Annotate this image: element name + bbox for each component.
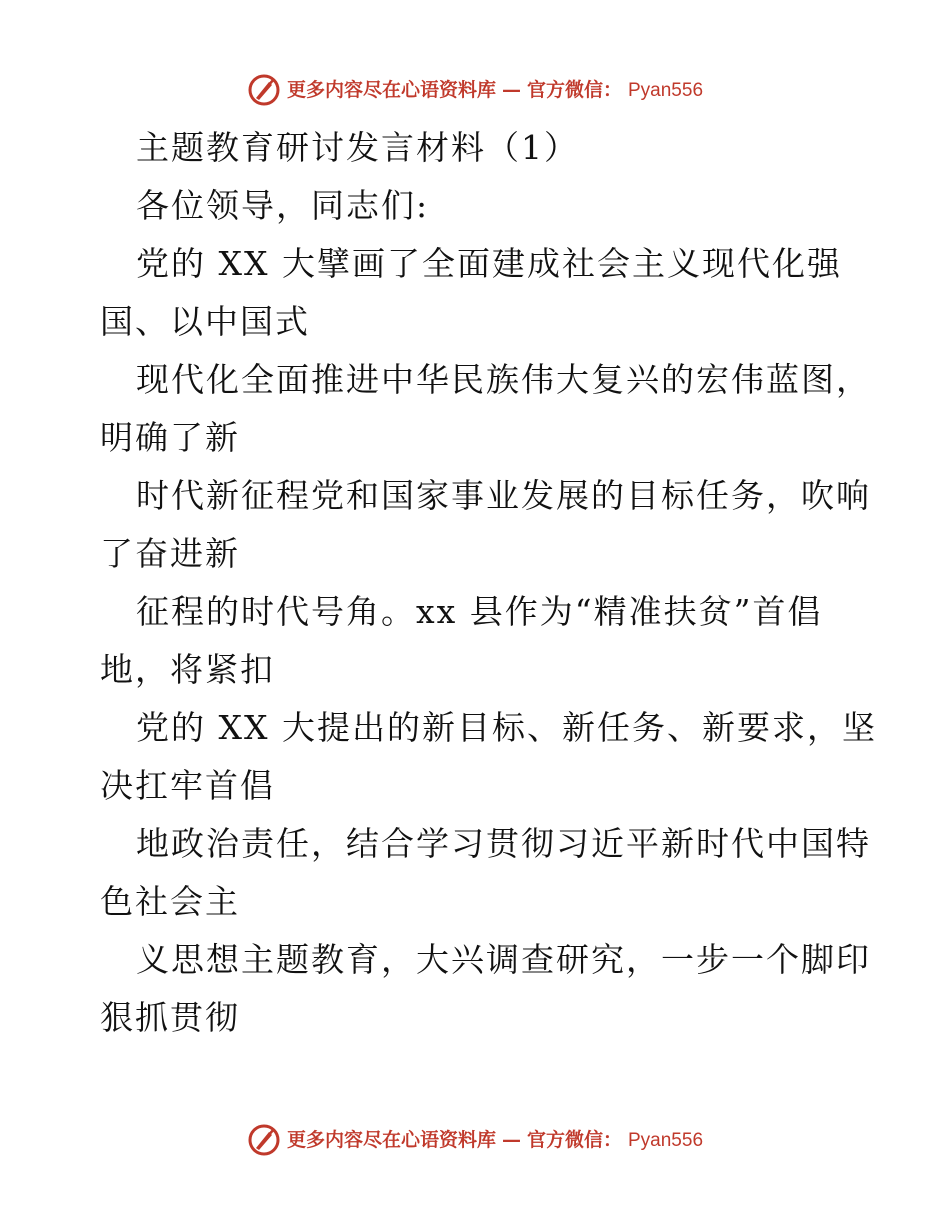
footer-banner — [0, 1120, 950, 1160]
paragraph-line: 国、以中国式 — [100, 302, 310, 341]
paragraph-line: 党的 XX 大擘画了全面建成社会主义现代化强 — [136, 244, 842, 283]
paragraph-line: 义思想主题教育，大兴调查研究，一步一个脚印 — [136, 940, 871, 979]
paragraph-line: 现代化全面推进中华民族伟大复兴的宏伟蓝图， — [136, 360, 871, 399]
header-wechat-label: 官方微信： — [526, 78, 622, 101]
header-banner — [0, 70, 950, 110]
paragraph-line: 狠抓贯彻 — [100, 998, 240, 1037]
paragraph-line: 决扛牢首倡 — [100, 766, 275, 805]
quill-logo-icon — [247, 1123, 281, 1157]
paragraph-line: 党的 XX 大提出的新目标、新任务、新要求，坚 — [136, 708, 877, 747]
paragraph-line: 时代新征程党和国家事业发展的目标任务，吹响 — [136, 476, 871, 515]
footer-site-text: 更多内容尽在心语资料库 — [286, 1128, 496, 1151]
footer-banner-content — [247, 1123, 703, 1157]
document-title: 主题教育研讨发言材料（1） — [136, 128, 579, 167]
paragraph-line: 地政治责任，结合学习贯彻习近平新时代中国特 — [136, 824, 871, 863]
salutation: 各位领导，同志们: — [136, 186, 430, 225]
paragraph-line: 明确了新 — [100, 418, 240, 457]
footer-wechat-id: Pyan556 — [628, 1129, 704, 1151]
header-banner-content — [247, 73, 703, 107]
header-dash: — — [501, 78, 521, 101]
footer-wechat-label: 官方微信： — [526, 1128, 622, 1151]
paragraph-line: 色社会主 — [100, 882, 240, 921]
paragraph-line: 了奋进新 — [100, 534, 240, 573]
footer-dash: — — [501, 1128, 521, 1151]
paragraph-line: 地，将紧扣 — [100, 650, 275, 689]
quill-logo-icon — [247, 73, 281, 107]
header-site-text: 更多内容尽在心语资料库 — [286, 78, 496, 101]
paragraph-line: 征程的时代号角。xx 县作为“精准扶贫”首倡 — [136, 592, 823, 631]
header-wechat-id: Pyan556 — [628, 79, 704, 101]
